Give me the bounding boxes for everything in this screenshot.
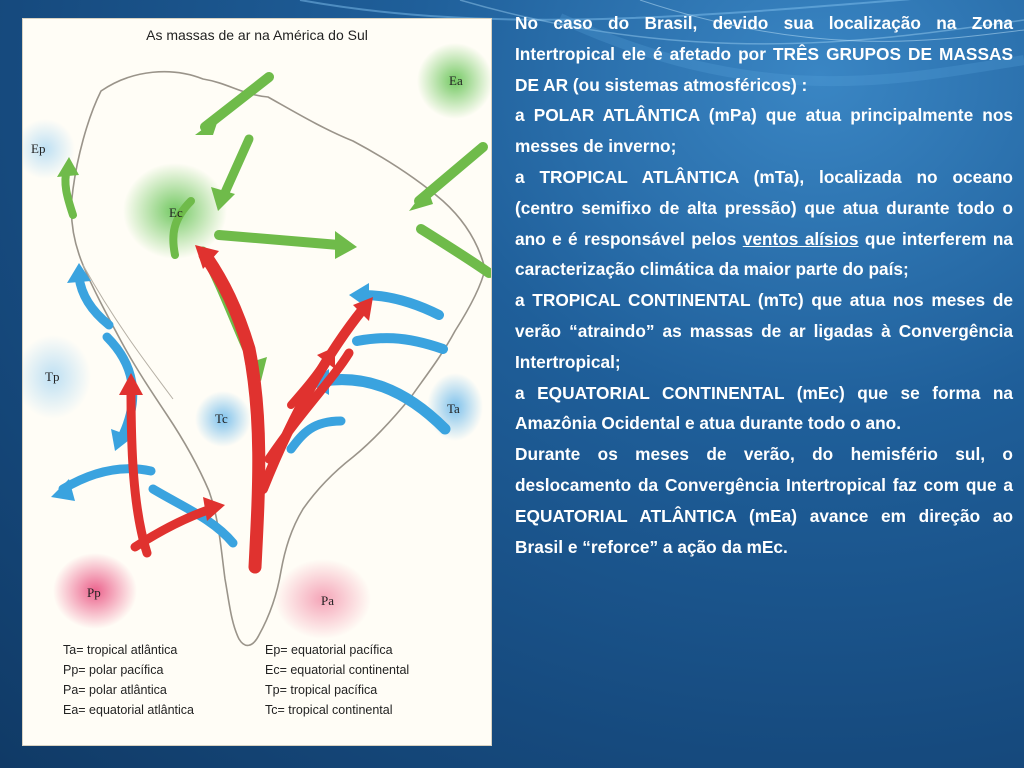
equatorial-atlantica-paragraph: Durante os meses de verão, do hemisfério sul, o deslocamento da Convergência Intertropical faz com que a EQUATORIAL ATLÂNTICA (mEa) avance em direção ao Brasil e “reforce” a ação da mEc. bbox=[515, 444, 1013, 557]
legend-entry: Ea= equatorial atlântica bbox=[63, 703, 194, 717]
air-masses-map bbox=[22, 18, 492, 746]
arrows-tropical bbox=[51, 263, 445, 543]
legend-entry: Ec= equatorial continental bbox=[265, 663, 410, 677]
legend-entry: Tc= tropical continental bbox=[265, 703, 393, 717]
legend-entry: Tp= tropical pacífica bbox=[265, 683, 378, 697]
tropical-atlantica-paragraph bbox=[515, 162, 1013, 285]
label-ec: Ec bbox=[169, 205, 183, 220]
label-ea: Ea bbox=[449, 73, 463, 88]
ventos-alisios-link[interactable]: ventos alísios bbox=[742, 228, 859, 249]
label-tc: Tc bbox=[215, 411, 228, 426]
legend-entry: Ta= tropical atlântica bbox=[63, 643, 178, 657]
explanation-text bbox=[515, 8, 1013, 562]
label-pa: Pa bbox=[321, 593, 334, 608]
tropical-continental-paragraph: a TROPICAL CONTINENTAL (mTc) que atua nos meses de verão “atraindo” as massas de ar ligadas à Convergência Intertropical; bbox=[515, 290, 1013, 372]
south-america-outline bbox=[71, 72, 485, 646]
legend-entry: Pa= polar atlântica bbox=[63, 683, 167, 697]
legend-entry: Pp= polar pacífica bbox=[63, 663, 164, 677]
label-ep: Ep bbox=[31, 141, 46, 156]
tropical-atlantica-text-end: que interferem na caracterização climática da maior parte do país; bbox=[515, 228, 1014, 280]
legend-entry: Ep= equatorial pacífica bbox=[265, 643, 393, 657]
map-drawing bbox=[23, 19, 491, 745]
tropical-atlantica-text: a TROPICAL ATLÂNTICA (mTa), localizada no oceano (centro semifixo de alta pressão) que atua durante todo o ano e é responsável pelos bbox=[515, 166, 1013, 249]
intro-paragraph: No caso do Brasil, devido sua localização na Zona Intertropical ele é afetado por TRÊS GRUPOS DE MASSAS DE AR (ou sistemas atmosféricos) : bbox=[515, 13, 1013, 95]
map-title: As massas de ar na América do Sul bbox=[146, 27, 368, 43]
label-pp: Pp bbox=[87, 585, 101, 600]
equatorial-continental-paragraph: a EQUATORIAL CONTINENTAL (mEc) que se forma na Amazônia Ocidental e atua durante todo o ano. bbox=[515, 382, 1013, 434]
polar-atlantica-paragraph: a POLAR ATLÂNTICA (mPa) que atua principalmente nos messes de inverno; bbox=[515, 105, 1013, 157]
label-ta: Ta bbox=[447, 401, 460, 416]
label-tp: Tp bbox=[45, 369, 60, 384]
